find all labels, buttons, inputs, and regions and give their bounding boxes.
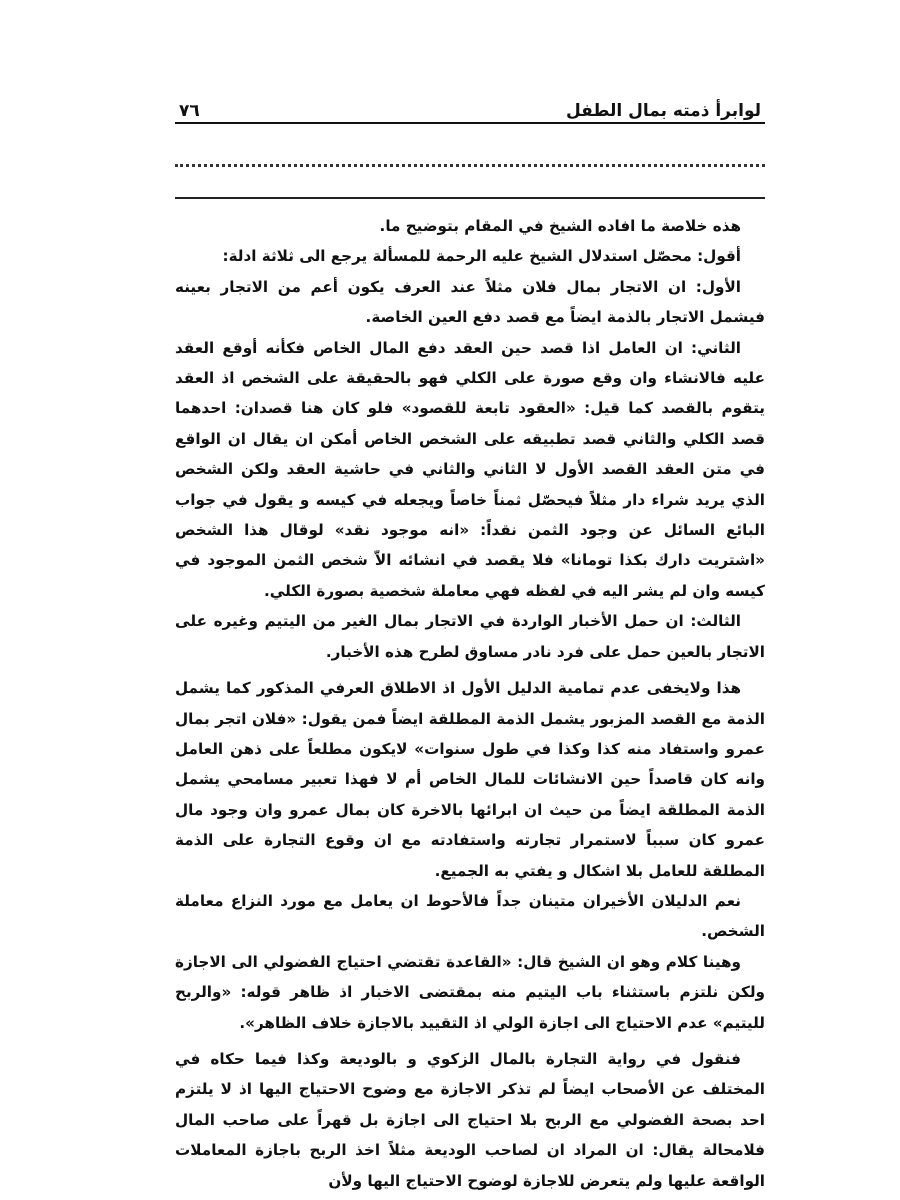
page-header <box>175 90 765 124</box>
paragraph-conclusion: نعم الدليلان الأخيران متينان جداً فالأحوط ان يعامل مع مورد النزاع معاملة الشخص. <box>175 891 765 941</box>
body-text <box>175 211 765 1196</box>
paragraph-summary: هذه خلاصة ما افاده الشيخ في المقام بتوضيح ما. <box>379 217 741 235</box>
paragraph-third-argument: الثالث: ان حمل الأخبار الواردة في الاتجار بمال الغير من اليتيم وغيره على الاتجار بالعين حمل على فرد نادر مساوق لطرح هذه الأخبار. <box>175 612 765 661</box>
paragraph-second-argument: الثاني: ان العامل اذا قصد حين العقد دفع المال الخاص فكأنه أوقع العقد عليه فالانشاء وان وقع صورة على الكلي فهو بالحقيقة على الشخص اذ العقد يتقوم بالقصد كما قيل: «العقود تابعة للقصود» فلو كان هنا قصدان: احدهما قصد الكلي والثاني قصد تطبيقه على الشخص الخاص أمكن ان يقال ان الواقع في متن العقد القصد الأول لا الثاني والثاني في حاشية العقد ولكن الشخص الذي يريد شراء دار مثلاً فيحصّل ثمناً خاصاً ويجعله في كيسه و يقول في جواب البائع السائل عن وجود الثمن نقداً: «انه موجود نقد» لوقال هذا الشخص «اشتريت دارك بكذا تومانا» فلا يقصد في انشائه الاّ شخص الثمن الموجود في كيسه وان لم يشر اليه في لفظه فهي معاملة شخصية بصورة الكلي. <box>175 338 765 600</box>
page-number: ٧٦ <box>179 101 200 121</box>
dotted-separator <box>175 160 765 167</box>
running-head: لوابرأ ذمته بمال الطفل <box>565 101 761 121</box>
paragraph-shaykh-quote: وهينا كلام وهو ان الشيخ قال: «القاعدة تقتضي احتياج الفضولي الى الاجازة ولكن نلتزم باستثناء باب اليتيم منه بمقتضى الاخبار اذ ظاهر قوله: «والربح لليتيم» عدم الاحتياج الى اجازة الولي اذ التقييد بالاجازة خلاف الظاهر». <box>175 952 765 1032</box>
paragraph-first-argument: الأول: ان الاتجار بمال فلان مثلاً عند العرف يكون أعم من الاتجار بعينه فيشمل الاتجار بالذمة ايضاً مع قصد دفع العين الخاصة. <box>175 277 765 327</box>
paragraph-critique: هذا ولايخفى عدم تمامية الدليل الأول اذ الاطلاق العرفي المذكور كما يشمل الذمة مع القصد المزبور يشمل الذمة المطلقة ايضاً فمن يقول: «فلان اتجر بمال عمرو واستفاد منه كذا وكذا في طول سنوات» لايكون مطلعاً على ذهن العامل وانه كان قاصداً حين الانشائات للمال الخاص أم لا فهذا تعبير مسامحي يشمل الذمة المطلقة ايضاً من حيث ان ابرائها بالاخرة كان بمال عمرو وان وجود مال عمرو كان سبباً لاستمرار تجارته واستفادته مع ان وقوع التجارة على الذمة المطلقة للعامل بلا اشكال و يفتي به الجميع. <box>175 679 765 880</box>
book-page <box>175 90 765 1196</box>
paragraph-aqulu: أقول: محصّل استدلال الشيخ عليه الرحمة للمسألة يرجع الى ثلاثة ادلة: <box>222 247 741 266</box>
solid-separator <box>175 197 765 199</box>
paragraph-response: فنقول في رواية التجارة بالمال الزكوي و بالوديعة وكذا فيما حكاه في المختلف عن الأصحاب ايضاً لم تذكر الاجازة مع وضوح الاحتياج اليها اذ لا يلتزم احد بصحة الفضولي مع الربح بلا احتياج الى اجازة بل قهراً على صاحب المال فلامحالة يقال: ان المراد ان لصاحب الوديعة مثلاً اخذ الربح باجازة المعاملات الواقعة عليها ولم يتعرض للاجازة لوضوح الاحتياج اليها ولأن <box>175 1049 765 1190</box>
